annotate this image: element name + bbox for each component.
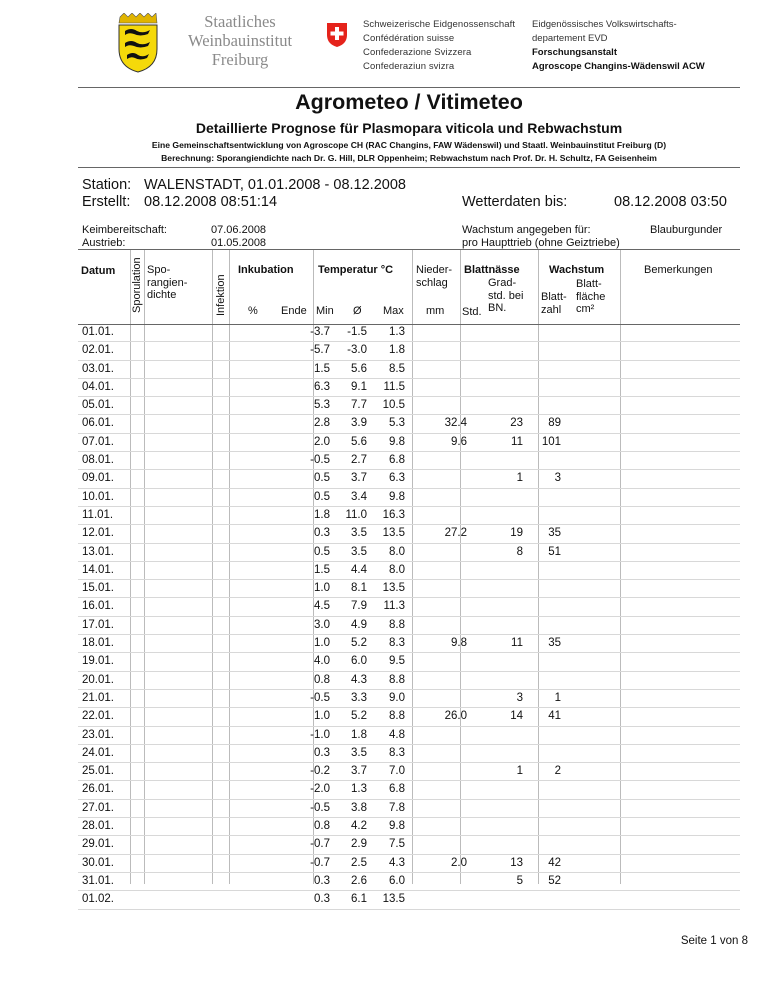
row-tavg: 4.9 <box>351 618 367 631</box>
row-tmin: 1.5 <box>314 563 330 576</box>
table-row <box>78 562 740 580</box>
row-tmin: 1.5 <box>314 362 330 375</box>
row-tavg: 5.6 <box>351 435 367 448</box>
row-date: 29.01. <box>82 838 114 851</box>
row-date: 15.01. <box>82 582 114 595</box>
row-tmax: 8.0 <box>389 545 405 558</box>
row-rain: 27.2 <box>444 527 467 540</box>
row-date: 09.01. <box>82 472 114 485</box>
header-sporangien-3: dichte <box>147 289 177 301</box>
row-date: 23.01. <box>82 728 114 741</box>
row-rain: 32.4 <box>444 417 467 430</box>
header-blattzahl-1: Blatt- <box>541 291 567 303</box>
row-date: 10.01. <box>82 490 114 503</box>
table-row <box>78 507 740 525</box>
row-tmin: -0.7 <box>310 838 330 851</box>
row-tmax: 16.3 <box>382 508 405 521</box>
header-datum: Datum <box>81 265 116 277</box>
institute-line-3: Freiburg <box>211 50 269 69</box>
row-tavg: 3.9 <box>351 417 367 430</box>
row-tmax: 9.8 <box>389 820 405 833</box>
row-tavg: 5.6 <box>351 362 367 375</box>
table-row <box>78 434 740 452</box>
weather-label: Wetterdaten bis: <box>462 194 568 210</box>
row-tmax: 7.8 <box>389 801 405 814</box>
header-cm2: cm² <box>576 303 595 315</box>
table-row <box>78 379 740 397</box>
baden-wuerttemberg-coat-of-arms-icon <box>117 13 159 73</box>
row-rain: 2.0 <box>451 856 467 869</box>
header-gradstd-1: Grad- <box>488 277 517 289</box>
row-date: 18.01. <box>82 637 114 650</box>
row-tavg: 3.4 <box>351 490 367 503</box>
evd-line-1: Eidgenössisches Volkswirtschafts- <box>532 19 677 30</box>
header-wachstum: Wachstum <box>549 264 605 276</box>
row-tmin: -3.7 <box>310 326 330 338</box>
row-leafwet-hours: 1 <box>516 472 523 485</box>
row-rain: 26.0 <box>444 710 467 723</box>
row-leafwet-hours: 1 <box>516 765 523 778</box>
row-tmin: -0.5 <box>310 801 330 814</box>
row-date: 06.01. <box>82 417 114 430</box>
row-tmin: 1.0 <box>314 710 330 723</box>
page-subtitle: Detaillierte Prognose für Plasmopara viticola und Rebwachstum <box>195 120 623 136</box>
header-inkubation: Inkubation <box>238 264 294 276</box>
row-leafwet-hours: 23 <box>510 417 523 430</box>
row-tmin: 2.0 <box>314 435 330 448</box>
row-date: 19.01. <box>82 655 114 668</box>
row-tmax: 9.5 <box>389 655 405 668</box>
table-row <box>78 580 740 598</box>
row-tmax: 7.5 <box>389 838 405 851</box>
row-tmax: 6.0 <box>389 874 405 887</box>
row-tmin: 5.3 <box>314 399 330 412</box>
row-tmax: 6.8 <box>389 454 405 467</box>
row-tmin: 0.5 <box>314 545 330 558</box>
station-value: WALENSTADT, 01.01.2008 - 08.12.2008 <box>144 177 406 193</box>
header-blattzahl-2: zahl <box>541 303 562 316</box>
meta-values <box>211 224 266 250</box>
row-tmax: 6.3 <box>389 472 405 485</box>
header-tmin: Min <box>316 305 334 317</box>
row-leafwet-hours: 14 <box>510 710 523 723</box>
row-leafwet-degreehours: 2 <box>554 765 561 778</box>
row-tmin: 6.3 <box>314 380 330 393</box>
row-date: 17.01. <box>82 618 114 631</box>
row-leafwet-hours: 11 <box>511 637 523 650</box>
header-niederschlag <box>416 264 452 289</box>
created-label: Erstellt: <box>82 194 131 210</box>
row-tmax: 8.0 <box>389 563 405 576</box>
row-date: 28.01. <box>82 820 114 833</box>
header-tmax: Max <box>383 305 404 317</box>
row-date: 05.01. <box>82 399 114 412</box>
row-date: 12.01. <box>82 527 114 540</box>
table-row <box>78 617 740 635</box>
row-tavg: -3.0 <box>347 344 367 357</box>
row-tmin: -0.7 <box>310 856 330 869</box>
row-tavg: 3.7 <box>351 472 367 485</box>
row-rain: 9.8 <box>451 637 467 650</box>
table-row <box>78 489 740 507</box>
row-tmax: 4.8 <box>389 728 405 741</box>
row-tmax: 8.8 <box>389 673 405 686</box>
row-leafwet-degreehours: 35 <box>548 637 561 650</box>
header-mm: mm <box>426 305 445 317</box>
row-tmax: 7.0 <box>389 765 405 778</box>
header-blattflaeche-1: Blatt- <box>576 278 602 290</box>
header-gradstd-2: std. bei <box>488 289 524 302</box>
header-infektion: Infektion <box>215 274 227 316</box>
table-row <box>78 324 740 342</box>
row-date: 21.01. <box>82 691 114 704</box>
row-tavg: 3.5 <box>351 527 367 540</box>
row-leafwet-degreehours: 3 <box>554 472 561 485</box>
row-tmin: 0.8 <box>314 673 330 686</box>
row-date: 16.01. <box>82 600 114 613</box>
row-tavg: 9.1 <box>351 380 367 393</box>
row-tavg: 7.9 <box>351 600 367 613</box>
confed-de: Schweizerische Eidgenossenschaft <box>363 19 516 30</box>
row-tmax: 11.5 <box>383 380 405 393</box>
row-tavg: 5.2 <box>351 710 367 723</box>
row-tavg: 3.5 <box>351 746 367 759</box>
row-tmin: 2.8 <box>314 417 330 430</box>
row-leafwet-degreehours: 89 <box>548 417 561 430</box>
row-leafwet-degreehours: 51 <box>548 545 561 558</box>
row-date: 22.01. <box>82 710 114 723</box>
growth-info <box>462 224 620 250</box>
table-row <box>78 452 740 470</box>
row-tavg: 4.2 <box>351 820 367 833</box>
header-tavg: Ø <box>353 305 362 317</box>
row-tmin: -0.5 <box>310 691 330 704</box>
row-tmax: 13.5 <box>382 527 405 540</box>
row-tmin: 0.3 <box>314 874 330 887</box>
row-tmin: 0.3 <box>314 893 330 906</box>
row-tavg: 3.8 <box>351 801 367 814</box>
table-row <box>78 635 740 653</box>
row-tmax: 8.3 <box>389 746 405 759</box>
row-tmax: 10.5 <box>382 399 405 412</box>
confed-it: Confederazione Svizzera <box>363 47 472 58</box>
row-leafwet-hours: 11 <box>511 435 523 448</box>
table-row <box>78 598 740 616</box>
header-nieder-2: schlag <box>416 276 448 289</box>
row-leafwet-degreehours: 42 <box>548 856 561 869</box>
row-tmax: 8.5 <box>389 362 405 375</box>
table-row <box>78 544 740 562</box>
row-tmin: 1.8 <box>314 508 330 521</box>
row-tmax: 13.5 <box>382 893 405 906</box>
row-tmin: -2.0 <box>310 783 330 796</box>
row-tavg: 11.0 <box>345 508 367 521</box>
row-tmin: 1.0 <box>314 637 330 650</box>
weather-value: 08.12.2008 03:50 <box>614 194 727 210</box>
row-tmin: 0.3 <box>314 527 330 540</box>
row-tavg: 2.5 <box>351 856 367 869</box>
table-row <box>78 855 740 873</box>
evd-line-2: departement EVD <box>532 33 608 44</box>
row-tmin: 4.0 <box>314 655 330 668</box>
header-temperatur: Temperatur °C <box>318 264 394 276</box>
row-rain: 9.6 <box>451 435 467 448</box>
row-date: 30.01. <box>82 856 114 869</box>
wachstum-value: Blauburgunder <box>650 224 723 236</box>
row-date: 24.01. <box>82 746 114 759</box>
confed-rm: Confederaziun svizra <box>363 61 455 72</box>
header-ink-ende: Ende <box>281 305 307 317</box>
table-row <box>78 763 740 781</box>
header-blattflaeche <box>576 278 605 316</box>
station-label: Station: <box>82 177 132 193</box>
row-tmax: 1.8 <box>389 344 405 357</box>
row-tavg: 1.8 <box>351 728 367 741</box>
row-tmax: 9.0 <box>389 691 405 704</box>
keim-value: 07.06.2008 <box>211 224 267 236</box>
header-bemerkungen: Bemerkungen <box>644 264 713 276</box>
row-tavg: 2.7 <box>351 454 367 467</box>
row-tavg: 2.9 <box>351 838 367 851</box>
table-row <box>78 800 740 818</box>
table-header <box>78 249 740 325</box>
row-tmax: 13.5 <box>382 582 405 595</box>
row-tavg: 6.1 <box>351 893 367 906</box>
austrieb-value: 01.05.2008 <box>211 237 267 249</box>
row-date: 01.01. <box>82 326 114 338</box>
header-blattflaeche-2: fläche <box>576 290 606 303</box>
row-tavg: 3.7 <box>351 765 367 778</box>
row-leafwet-degreehours: 101 <box>541 435 561 448</box>
row-tmin: 1.0 <box>314 582 330 595</box>
row-tavg: 5.2 <box>351 637 367 650</box>
confed-fr: Confédération suisse <box>363 33 455 44</box>
row-tmin: 0.3 <box>314 746 330 759</box>
row-date: 13.01. <box>82 545 114 558</box>
row-tmin: -5.7 <box>310 344 330 357</box>
row-tmax: 8.8 <box>389 618 405 631</box>
header-sporangien <box>147 264 187 302</box>
institute-line-1: Staatliches <box>204 12 276 31</box>
evd-line-4: Agroscope Changins-Wädenswil ACW <box>532 61 705 72</box>
row-tavg: 1.3 <box>351 783 367 796</box>
row-tavg: 4.4 <box>351 563 367 576</box>
keim-label: Keimbereitschaft: <box>82 224 167 236</box>
row-date: 25.01. <box>82 765 114 778</box>
row-date: 31.01. <box>82 874 114 887</box>
row-tavg: 3.5 <box>351 545 367 558</box>
header-sporangien-2: rangien- <box>147 276 188 289</box>
header-blattnaesse: Blattnässe <box>464 264 520 276</box>
row-date: 01.02. <box>82 893 114 906</box>
row-tmin: 0.5 <box>314 490 330 503</box>
table-row <box>78 873 740 891</box>
row-leafwet-degreehours: 52 <box>548 874 561 887</box>
table-row <box>78 781 740 799</box>
table-row <box>78 342 740 360</box>
header-sporangien-1: Spo- <box>147 264 171 276</box>
table-row <box>78 470 740 488</box>
evd-line-3: Forschungsanstalt <box>532 47 617 58</box>
meta-labels <box>82 224 167 250</box>
institute-line-2: Weinbauinstitut <box>187 31 293 50</box>
row-tmax: 4.3 <box>389 856 405 869</box>
row-tmax: 6.8 <box>389 783 405 796</box>
table-row <box>78 415 740 433</box>
row-date: 11.01. <box>82 508 114 521</box>
table-row <box>78 891 740 909</box>
swiss-shield-icon <box>326 22 348 48</box>
evd-text <box>532 18 705 74</box>
row-tmax: 9.8 <box>389 490 405 503</box>
row-tmin: -1.0 <box>310 728 330 741</box>
page-title: Agrometeo / Vitimeteo <box>295 90 523 114</box>
row-date: 07.01. <box>82 435 114 448</box>
table-row <box>78 836 740 854</box>
row-leafwet-hours: 19 <box>510 527 523 540</box>
header-gradstd <box>488 277 523 315</box>
row-leafwet-hours: 8 <box>516 545 523 558</box>
header-blattzahl <box>541 291 567 316</box>
row-tmax: 9.8 <box>389 435 405 448</box>
row-tmin: 4.5 <box>314 600 330 613</box>
row-leafwet-degreehours: 35 <box>548 527 561 540</box>
header-sporulation: Sporulation <box>131 257 143 313</box>
title-rule <box>78 167 740 168</box>
row-date: 26.01. <box>82 783 114 796</box>
row-tavg: 7.7 <box>351 399 367 412</box>
row-date: 27.01. <box>82 801 114 814</box>
row-leafwet-hours: 13 <box>510 856 523 869</box>
haupttrieb-note: pro Haupttrieb (ohne Geiztriebe) <box>462 237 620 249</box>
table-row <box>78 525 740 543</box>
credits-line-2: Berechnung: Sporangiendichte nach Dr. G. Hill, DLR Oppenheim; Rebwachstum nach Prof. Dr. H. Schultz, FA Geisenheim <box>161 153 657 163</box>
row-tmin: 0.8 <box>314 820 330 833</box>
row-tmax: 8.3 <box>389 637 405 650</box>
row-leafwet-degreehours: 1 <box>554 691 561 704</box>
credits <box>78 139 740 165</box>
header-std: Std. <box>462 306 482 318</box>
header-ink-pct: % <box>248 305 258 317</box>
institute-logo-text <box>180 12 300 69</box>
row-tavg: 6.0 <box>351 655 367 668</box>
row-tmin: -0.5 <box>310 454 330 467</box>
row-tavg: 3.3 <box>351 691 367 704</box>
header-nieder-1: Nieder- <box>416 264 453 276</box>
table-row <box>78 690 740 708</box>
row-tmin: -0.2 <box>310 765 330 778</box>
row-tmax: 5.3 <box>389 417 405 430</box>
table-body <box>78 324 740 910</box>
row-date: 08.01. <box>82 454 114 467</box>
row-tmax: 11.3 <box>383 600 405 613</box>
row-tavg: 8.1 <box>351 582 367 595</box>
row-leafwet-degreehours: 41 <box>548 710 561 723</box>
station-info <box>82 177 406 211</box>
wachstum-label: Wachstum angegeben für: <box>462 224 591 236</box>
table-row <box>78 818 740 836</box>
swiss-confederation-text <box>363 18 515 74</box>
row-tavg: 4.3 <box>351 673 367 686</box>
row-leafwet-hours: 3 <box>516 691 523 704</box>
table-row <box>78 653 740 671</box>
row-tavg: 2.6 <box>351 874 367 887</box>
table-row <box>78 672 740 690</box>
page-number: Seite 1 von 8 <box>680 935 748 947</box>
row-date: 20.01. <box>82 673 114 686</box>
top-rule <box>78 87 740 88</box>
row-tmax: 1.3 <box>389 326 405 338</box>
row-date: 03.01. <box>82 362 114 375</box>
row-date: 14.01. <box>82 563 114 576</box>
row-tmax: 8.8 <box>389 710 405 723</box>
table-row <box>78 361 740 379</box>
row-tavg: -1.5 <box>347 326 367 338</box>
row-date: 04.01. <box>82 380 114 393</box>
table-row <box>78 397 740 415</box>
row-tmin: 0.5 <box>314 472 330 485</box>
header-bn: BN. <box>488 302 507 314</box>
table-row <box>78 745 740 763</box>
row-date: 02.01. <box>82 344 114 357</box>
table-row <box>78 708 740 726</box>
credits-line-1: Eine Gemeinschaftsentwicklung von Agroscope CH (RAC Changins, FAW Wädenswil) und Staatl. Weinbauinstitut Freiburg (D) <box>151 140 667 150</box>
row-leafwet-hours: 5 <box>516 874 523 887</box>
row-tmin: 3.0 <box>314 618 330 631</box>
austrieb-label: Austrieb: <box>82 237 126 249</box>
forecast-table <box>78 249 740 325</box>
created-value: 08.12.2008 08:51:14 <box>144 194 278 210</box>
table-row <box>78 727 740 745</box>
